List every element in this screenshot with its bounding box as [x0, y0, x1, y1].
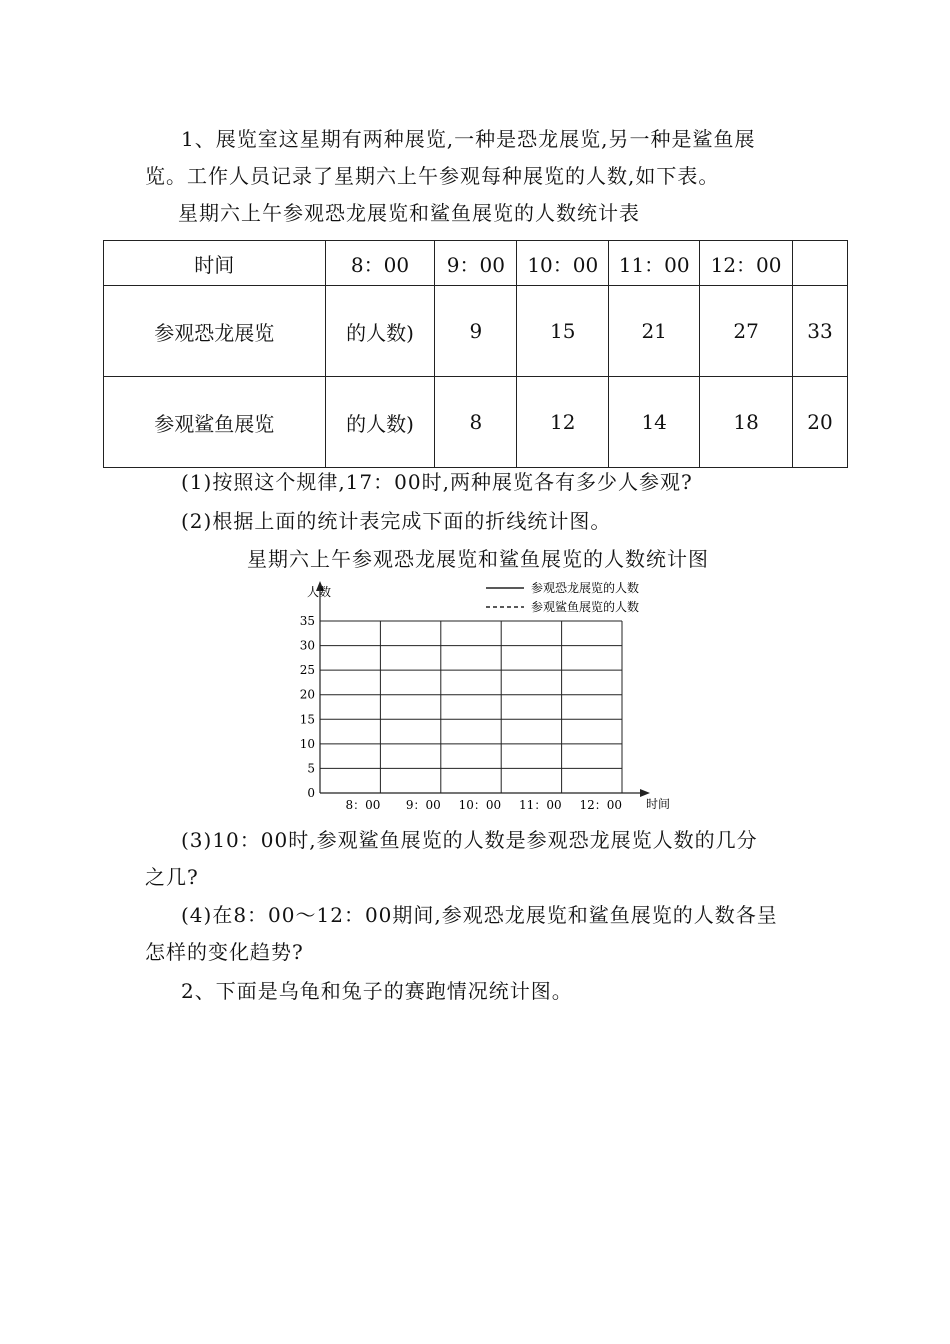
header-cell: 9：00 — [435, 241, 517, 286]
line-chart — [280, 577, 680, 817]
sub-question-3-line2: 之几? — [145, 865, 199, 889]
q2-intro: 2、下面是乌龟和兔子的赛跑情况统计图。 — [181, 979, 573, 1003]
table-cell: 9 — [435, 286, 517, 377]
row-label: 参观恐龙展览 — [104, 286, 326, 377]
q1-intro-line1: 1、展览室这星期有两种展览,一种是恐龙展览,另一种是鲨鱼展 — [181, 127, 756, 151]
row-unit: 的人数) — [325, 286, 435, 377]
chart-ticks — [300, 614, 622, 812]
row-unit: 的人数) — [325, 377, 435, 468]
row-label: 参观鲨鱼展览 — [104, 377, 326, 468]
x-tick-label: 8：00 — [345, 798, 381, 812]
legend-label-shark: 参观鲨鱼展览的人数 — [531, 600, 640, 614]
sub-question-4-line2: 怎样的变化趋势? — [145, 940, 304, 964]
y-axis-label: 人数 — [307, 585, 332, 599]
table-row — [104, 286, 848, 377]
header-cell — [793, 241, 848, 286]
legend-label-dinosaur: 参观恐龙展览的人数 — [531, 581, 640, 595]
header-cell: 时间 — [104, 241, 326, 286]
table-cell: 21 — [609, 286, 700, 377]
table-cell: 33 — [793, 286, 848, 377]
y-tick-label: 20 — [299, 687, 315, 702]
table-cell: 18 — [700, 377, 793, 468]
header-cell: 11：00 — [609, 241, 700, 286]
x-axis-arrow-icon — [640, 789, 650, 797]
table-row — [104, 377, 848, 468]
table-title: 星期六上午参观恐龙展览和鲨鱼展览的人数统计表 — [178, 201, 640, 225]
chart-title: 星期六上午参观恐龙展览和鲨鱼展览的人数统计图 — [247, 547, 709, 571]
x-tick-label: 9：00 — [405, 798, 441, 812]
chart-legend — [486, 580, 639, 614]
y-tick-label: 0 — [307, 786, 315, 800]
y-tick-label: 30 — [299, 638, 315, 653]
y-tick-label: 25 — [299, 663, 315, 678]
y-tick-label: 5 — [307, 761, 315, 776]
y-tick-label: 10 — [299, 736, 315, 751]
sub-question-1: (1)按照这个规律,17：00时,两种展览各有多少人参观? — [181, 470, 693, 494]
table-cell: 8 — [435, 377, 517, 468]
chart-grid — [320, 621, 622, 793]
header-cell: 10：00 — [517, 241, 609, 286]
table-cell: 15 — [517, 286, 609, 377]
table-cell: 12 — [517, 377, 609, 468]
x-tick-label: 12：00 — [579, 798, 622, 812]
sub-question-2: (2)根据上面的统计表完成下面的折线统计图。 — [181, 509, 612, 533]
stats-table — [103, 240, 848, 468]
x-tick-label: 10：00 — [458, 798, 502, 812]
x-tick-label: 11：00 — [519, 798, 562, 812]
header-cell: 8：00 — [325, 241, 435, 286]
table-cell: 20 — [793, 377, 848, 468]
q1-intro-line2: 览。工作人员记录了星期六上午参观每种展览的人数,如下表。 — [145, 164, 720, 188]
table-cell: 27 — [700, 286, 793, 377]
x-axis-label: 时间 — [646, 797, 671, 811]
header-cell: 12：00 — [700, 241, 793, 286]
y-tick-label: 15 — [299, 712, 315, 727]
sub-question-4-line1: (4)在8：00～12：00期间,参观恐龙展览和鲨鱼展览的人数各呈 — [181, 903, 778, 927]
table-header-row — [104, 241, 848, 286]
table-cell: 14 — [609, 377, 700, 468]
y-tick-label: 35 — [299, 614, 315, 628]
sub-question-3-line1: (3)10：00时,参观鲨鱼展览的人数是参观恐龙展览人数的几分 — [181, 828, 758, 852]
